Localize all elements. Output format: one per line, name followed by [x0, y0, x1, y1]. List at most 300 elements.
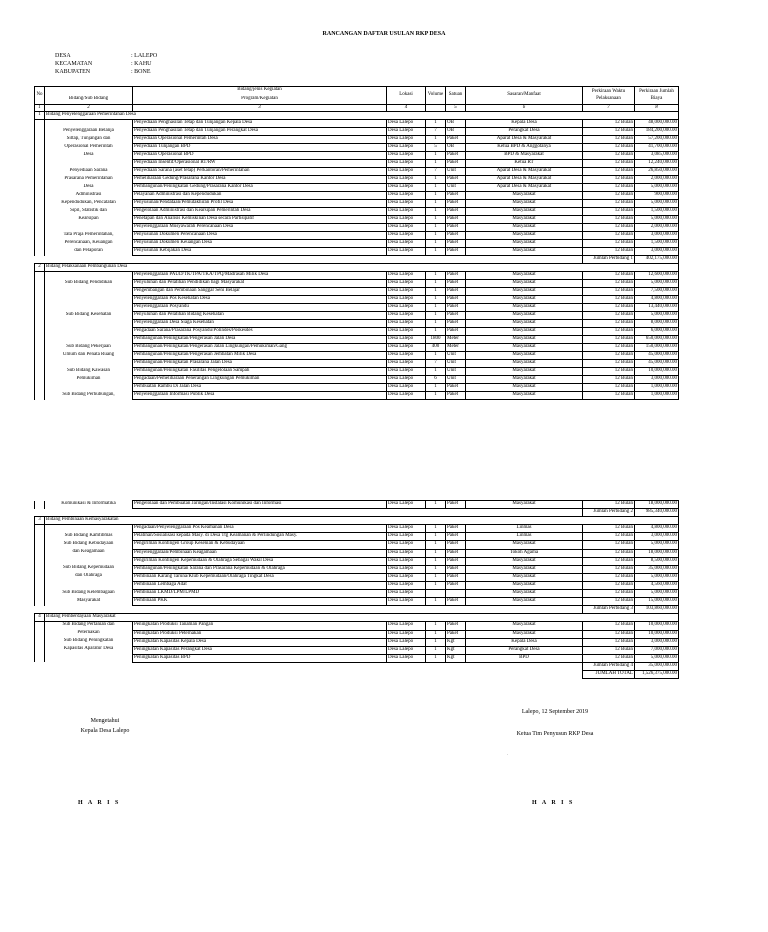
satuan-value: Paket: [446, 565, 466, 573]
waktu-value: 12 Bulan: [583, 533, 635, 541]
lokasi-value: Desa Lalepo: [387, 501, 426, 509]
row-no: [35, 200, 45, 208]
lokasi-value: Desa Lalepo: [387, 376, 426, 384]
waktu-value: 12 Bulan: [583, 320, 635, 328]
table-row: [35, 168, 679, 176]
meta-label: KECAMATAN: [55, 61, 93, 67]
header-num: 2: [45, 105, 133, 112]
sub-bidang-label: Sub Bidang Peningkatan: [45, 638, 133, 646]
row-no: [35, 344, 45, 352]
lokasi-value: Desa Lalepo: [387, 232, 426, 240]
table-row: [35, 549, 679, 557]
row-no: [35, 336, 45, 344]
biaya-value: 3,000,000.00: [635, 376, 679, 384]
satuan-value: Paket: [446, 296, 466, 304]
biaya-value: 5,000,000.00: [635, 590, 679, 598]
row-no: [35, 192, 45, 200]
biaya-value: 7,000,000.00: [635, 646, 679, 654]
volume-value: 1: [426, 646, 446, 654]
row-no: [35, 557, 45, 565]
row-no: [35, 525, 45, 533]
sasaran-value: Masyarakat: [466, 296, 583, 304]
table-row: [35, 622, 679, 630]
lokasi-value: Desa Lalepo: [387, 581, 426, 589]
kegiatan-name: Peningkatan Kapasitas Perangkat Desa: [133, 646, 387, 654]
sub-bidang-label: Penyelenggaraan Belanja: [45, 128, 133, 136]
sasaran-value: Masyarakat: [466, 232, 583, 240]
section-number: 3: [35, 517, 45, 525]
kegiatan-name: Penyelenggaraan Informasi Publik Desa: [133, 392, 387, 400]
biaya-value: 15,000,000.00: [635, 598, 679, 606]
sasaran-value: Masyarakat: [466, 208, 583, 216]
kegiatan-name: Pembangunan/Peningkatan Fasilitas Pengelolaan Sampah: [133, 368, 387, 376]
meta-value: : LALEPO: [131, 53, 158, 59]
subtotal-spacer: [35, 606, 583, 614]
lokasi-value: Desa Lalepo: [387, 352, 426, 360]
volume-value: 400: [426, 344, 446, 352]
row-no: [35, 168, 45, 176]
row-no: [35, 136, 45, 144]
subtotal-amount: 1,526,375,000.00: [635, 670, 679, 678]
subtotal-label: Jumlah Perbidang 3: [583, 606, 635, 614]
waktu-value: 12 Bulan: [583, 240, 635, 248]
sasaran-value: Masyarakat: [466, 557, 583, 565]
volume-value: 1: [426, 120, 446, 128]
waktu-value: 12 Bulan: [583, 312, 635, 320]
biaya-value: 3,000,000.00: [635, 248, 679, 256]
lokasi-value: Desa Lalepo: [387, 573, 426, 581]
volume-value: 1: [426, 654, 446, 662]
row-no: [35, 288, 45, 296]
table-row: [35, 320, 679, 328]
lokasi-value: Desa Lalepo: [387, 541, 426, 549]
biaya-value: 26,850,000.00: [635, 168, 679, 176]
volume-value: 6: [426, 376, 446, 384]
lokasi-value: Desa Lalepo: [387, 208, 426, 216]
kegiatan-name: Pengelolaan dan Pembuatan Jaringan/Instalasi Komunikasi dan Informasi: [133, 501, 387, 509]
kegiatan-name: Penyelenggaraan PAUD/TK/TPA/TKA/TPQ/Madrasah Milik Desa: [133, 272, 387, 280]
kegiatan-name: Pembangunan/Peningkatan/Pengerasan Jalan Lingkungan/Pemukiman/Gang: [133, 344, 387, 352]
volume-value: 1: [426, 192, 446, 200]
table-row: [35, 344, 679, 352]
sub-bidang-label: Sub Bidang Kamtibmas: [45, 533, 133, 541]
section-number: 2: [35, 264, 45, 272]
volume-value: 7: [426, 168, 446, 176]
table-row: [35, 646, 679, 654]
lokasi-value: Desa Lalepo: [387, 152, 426, 160]
volume-value: [426, 590, 446, 598]
row-no: [35, 598, 45, 606]
satuan-value: Paket: [446, 598, 466, 606]
waktu-value: 12 Bulan: [583, 573, 635, 581]
sasaran-value: Perangkat Desa: [466, 646, 583, 654]
row-no: [35, 240, 45, 248]
table-row: [35, 216, 679, 224]
satuan-value: OB: [446, 144, 466, 152]
meta-row-desa: [55, 52, 157, 60]
waktu-value: 12 Bulan: [583, 144, 635, 152]
volume-value: 1: [426, 136, 446, 144]
lokasi-value: Desa Lalepo: [387, 120, 426, 128]
row-no: [35, 176, 45, 184]
rkp-table-part-2: [34, 500, 679, 679]
biaya-value: 650,000,000.00: [635, 336, 679, 344]
sasaran-value: Masyarakat: [466, 336, 583, 344]
lokasi-value: Desa Lalepo: [387, 184, 426, 192]
kegiatan-name: Penyediaan Penghasilan Tetap dan Tunjangan Perangkat Desa: [133, 128, 387, 136]
satuan-value: Paket: [446, 248, 466, 256]
lokasi-value: Desa Lalepo: [387, 176, 426, 184]
sub-bidang-label: Tata Praja Pemerintahan,: [45, 232, 133, 240]
kegiatan-name: Penyusunan/Pendataan/Pemutakhiran Profil Desa: [133, 200, 387, 208]
sub-bidang-label: [45, 224, 133, 232]
lokasi-value: Desa Lalepo: [387, 392, 426, 400]
sub-bidang-label: Kapasitas Aparatur Desa: [45, 646, 133, 654]
sub-bidang-label: Pemukiman: [45, 376, 133, 384]
sub-bidang-label: Kearsipan: [45, 216, 133, 224]
volume-value: 1: [426, 549, 446, 557]
table-row: [35, 590, 679, 598]
satuan-value: Meter: [446, 344, 466, 352]
waktu-value: 12 Bulan: [583, 352, 635, 360]
section-title: Bidang Pembinaan Kemasyarakatan: [45, 517, 679, 525]
header-num: [426, 105, 446, 112]
waktu-value: 12 Bulan: [583, 208, 635, 216]
header-lokasi: Lokasi: [387, 87, 426, 105]
table-row: [35, 384, 679, 392]
volume-value: 1: [426, 598, 446, 606]
satuan-value: Paket: [446, 176, 466, 184]
sub-bidang-label: Sub Bidang Pertanian dan: [45, 622, 133, 630]
sub-bidang-label: Prasarana Pemerintahan: [45, 176, 133, 184]
table-row: [35, 630, 679, 638]
kegiatan-name: Penyediaan Insentif/Operasional RT/RW: [133, 160, 387, 168]
lokasi-value: Desa Lalepo: [387, 304, 426, 312]
sub-bidang-label: Sub Bidang Pendidikan: [45, 280, 133, 288]
sub-bidang-label: dan Keagamaan: [45, 549, 133, 557]
biaya-value: 5,000,000.00: [635, 573, 679, 581]
table-row: [35, 565, 679, 573]
row-no: [35, 328, 45, 336]
row-no: [35, 144, 45, 152]
kegiatan-name: Pengadaan Sarana/Prasarana Posyandu/Polindes/Poskesdes: [133, 328, 387, 336]
subtotal-row: [35, 606, 679, 614]
satuan-value: Paket: [446, 392, 466, 400]
sasaran-value: Linmas: [466, 533, 583, 541]
sub-bidang-label: [45, 120, 133, 128]
sasaran-value: Masyarakat: [466, 565, 583, 573]
table-row: [35, 160, 679, 168]
sub-bidang-label: Peternakan: [45, 630, 133, 638]
waktu-value: 12 Bulan: [583, 630, 635, 638]
rkp-table-part-1: [34, 86, 679, 400]
kegiatan-name: Penyediaan Operasional BPD: [133, 152, 387, 160]
table-row: [35, 304, 679, 312]
satuan-value: Kgt: [446, 646, 466, 654]
sasaran-value: Ketua BPD & Anggotanya: [466, 144, 583, 152]
table-row: [35, 312, 679, 320]
subtotal-spacer: [35, 670, 583, 678]
satuan-value: Paket: [446, 208, 466, 216]
sub-bidang-label: [45, 272, 133, 280]
biaya-value: 900,000.00: [635, 192, 679, 200]
biaya-value: 13,440,000.00: [635, 304, 679, 312]
biaya-value: 1,500,000.00: [635, 208, 679, 216]
kegiatan-name: Pembuatan Rambu Di Jalan Desa: [133, 384, 387, 392]
volume-value: 1: [426, 541, 446, 549]
sasaran-value: Kepala Desa: [466, 120, 583, 128]
biaya-value: 3,085,000.00: [635, 152, 679, 160]
kegiatan-name: Penyediaan Sarana (aset tetap) Perkantoran/Pemerintahan: [133, 168, 387, 176]
kegiatan-name: Penyelenggaraan/Pembinaan Keagamaan: [133, 549, 387, 557]
kegiatan-name: Pelayanan Administrasi dan Kependudukan: [133, 192, 387, 200]
kegiatan-name: Pengembangan dan Pembinaan Sanggar Seni Belajar: [133, 288, 387, 296]
header-num: 7: [583, 105, 635, 112]
satuan-value: Paket: [446, 533, 466, 541]
table-row: [35, 573, 679, 581]
row-no: [35, 232, 45, 240]
sasaran-value: Masyarakat: [466, 272, 583, 280]
lokasi-value: Desa Lalepo: [387, 192, 426, 200]
kegiatan-name: Penyediaan Operasional Pemerintah Desa: [133, 136, 387, 144]
satuan-value: Paket: [446, 280, 466, 288]
sasaran-value: Perangkat Desa: [466, 128, 583, 136]
subtotal-row: [35, 662, 679, 670]
biaya-value: 5,000,000.00: [635, 200, 679, 208]
sub-bidang-label: [45, 360, 133, 368]
subtotal-amount: 103,860,000.00: [635, 606, 679, 614]
table-row: [35, 240, 679, 248]
section-number: 4: [35, 614, 45, 622]
signature-left: [60, 716, 150, 736]
table-row: [35, 208, 679, 216]
kegiatan-name: Pembangunan/Peningkatan/Pengerasan Jembatan Milik Desa: [133, 352, 387, 360]
table-row: [35, 501, 679, 509]
waktu-value: 12 Bulan: [583, 344, 635, 352]
kegiatan-name: Pembinaan PKK: [133, 598, 387, 606]
waktu-value: 12 Bulan: [583, 638, 635, 646]
satuan-value: Paket: [446, 136, 466, 144]
section-title: Bidang Pemberdayaan Masyarakat: [45, 614, 679, 622]
volume-value: 1: [426, 384, 446, 392]
table-row: [35, 533, 679, 541]
sub-bidang-label: [45, 296, 133, 304]
volume-value: 1: [426, 557, 446, 565]
satuan-value: Paket: [446, 573, 466, 581]
table-row: [35, 200, 679, 208]
satuan-value: Paket: [446, 232, 466, 240]
volume-value: 1: [426, 160, 446, 168]
row-no: [35, 565, 45, 573]
volume-value: 1: [426, 248, 446, 256]
sasaran-value: Masyarakat: [466, 622, 583, 630]
row-no: [35, 581, 45, 589]
lokasi-value: Desa Lalepo: [387, 344, 426, 352]
volume-value: 1: [426, 208, 446, 216]
biaya-value: 10,000,000.00: [635, 630, 679, 638]
volume-value: 1: [426, 280, 446, 288]
waktu-value: 12 Bulan: [583, 304, 635, 312]
satuan-value: Paket: [446, 152, 466, 160]
sasaran-value: Masyarakat: [466, 224, 583, 232]
sub-bidang-label: Komunikasi & Informatika: [45, 501, 133, 509]
waktu-value: 12 Bulan: [583, 590, 635, 598]
lokasi-value: Desa Lalepo: [387, 328, 426, 336]
sasaran-value: Masyarakat: [466, 573, 583, 581]
biaya-value: 8,000,000.00: [635, 320, 679, 328]
kegiatan-name: Pengiriman Kontingen Kepemudaan & Olahraga Sebagai Wakil Desa: [133, 557, 387, 565]
sub-bidang-label: [45, 320, 133, 328]
section-number: 1: [35, 112, 45, 120]
waktu-value: 12 Bulan: [583, 581, 635, 589]
table-row: [35, 296, 679, 304]
lokasi-value: Desa Lalepo: [387, 525, 426, 533]
sasaran-value: Linmas: [466, 525, 583, 533]
row-no: [35, 224, 45, 232]
lokasi-value: Desa Lalepo: [387, 630, 426, 638]
waktu-value: 12 Bulan: [583, 168, 635, 176]
waktu-value: 12 Bulan: [583, 525, 635, 533]
header-num: 5: [446, 105, 466, 112]
sasaran-value: Masyarakat: [466, 192, 583, 200]
header-num: 4: [387, 105, 426, 112]
kegiatan-name: Pemeliharaan Gedung/Prasarana Kantor Desa: [133, 176, 387, 184]
sasaran-value: Masyarakat: [466, 376, 583, 384]
satuan-value: Unit: [446, 352, 466, 360]
sasaran-value: Masyarakat: [466, 598, 583, 606]
volume-value: 1: [426, 272, 446, 280]
table-row: [35, 598, 679, 606]
table-row: [35, 184, 679, 192]
subtotal-amount: 985,340,000.00: [635, 509, 679, 517]
row-no: [35, 360, 45, 368]
biaya-value: 2,000,000.00: [635, 224, 679, 232]
header-waktu: Perkiraan Waktu Pelaksanaan: [583, 87, 635, 105]
sub-bidang-label: Administrasi: [45, 192, 133, 200]
waktu-value: 12 Bulan: [583, 128, 635, 136]
row-no: [35, 320, 45, 328]
sub-bidang-label: dan Olahraga: [45, 573, 133, 581]
biaya-value: 5,000,000.00: [635, 280, 679, 288]
lokasi-value: Desa Lalepo: [387, 368, 426, 376]
volume-value: 7: [426, 360, 446, 368]
table-row: [35, 128, 679, 136]
satuan-value: Paket: [446, 224, 466, 232]
lokasi-value: Desa Lalepo: [387, 136, 426, 144]
row-no: [35, 152, 45, 160]
volume-value: 1: [426, 232, 446, 240]
volume-value: 1: [426, 638, 446, 646]
volume-value: 1: [426, 328, 446, 336]
biaya-value: 3,000,000.00: [635, 638, 679, 646]
satuan-value: Kgt: [446, 638, 466, 646]
row-no: [35, 296, 45, 304]
section-title: Bidang Pelaksanaan Pembangunan Desa: [45, 264, 679, 272]
kegiatan-name: Pembangunan/Peningkatan/Pengerasan Jalan Desa: [133, 336, 387, 344]
sasaran-value: Masyarakat: [466, 384, 583, 392]
signature-right: [500, 707, 610, 739]
sasaran-value: Aparat Desa & Masyarakat: [466, 168, 583, 176]
biaya-value: 10,000,000.00: [635, 368, 679, 376]
volume-value: 1: [426, 288, 446, 296]
table-row: [35, 328, 679, 336]
waktu-value: 12 Bulan: [583, 200, 635, 208]
satuan-value: Unit: [446, 376, 466, 384]
header-jenis: Bidang/jenis Kegiatan: [133, 87, 387, 96]
header-sasaran: Sasaran/Manfaat: [466, 87, 583, 105]
volume-value: 7: [426, 128, 446, 136]
signature-left-name: H A R I S: [78, 800, 121, 806]
sub-bidang-label: Sub Bidang Perhubungan,: [45, 392, 133, 400]
waktu-value: 12 Bulan: [583, 296, 635, 304]
biaya-value: 7,500,000.00: [635, 288, 679, 296]
waktu-value: 12 Bulan: [583, 136, 635, 144]
sub-bidang-label: Sub Bidang Kawasan: [45, 368, 133, 376]
sub-bidang-label: [45, 288, 133, 296]
lokasi-value: Desa Lalepo: [387, 160, 426, 168]
lokasi-value: Desa Lalepo: [387, 360, 426, 368]
sub-bidang-label: [45, 160, 133, 168]
lokasi-value: Desa Lalepo: [387, 565, 426, 573]
sub-bidang-label: Sub Bidang Kesehatan: [45, 312, 133, 320]
lokasi-value: Desa Lalepo: [387, 384, 426, 392]
table-row: [35, 638, 679, 646]
subtotal-spacer: [35, 509, 583, 517]
sasaran-value: Masyarakat: [466, 216, 583, 224]
table-row: [35, 152, 679, 160]
lokasi-value: Desa Lalepo: [387, 240, 426, 248]
kegiatan-name: Pembangunan/Peningkatan Sarana dan Prasarana Kepemudaan & Olahraga: [133, 565, 387, 573]
sasaran-value: BPD & Masyarakat: [466, 152, 583, 160]
sasaran-value: Masyarakat: [466, 392, 583, 400]
table-row: [35, 144, 679, 152]
table-row: [35, 120, 679, 128]
lokasi-value: Desa Lalepo: [387, 280, 426, 288]
volume-value: 1: [426, 200, 446, 208]
biaya-value: 10,000,000.00: [635, 622, 679, 630]
waktu-value: 12 Bulan: [583, 328, 635, 336]
subtotal-spacer: [35, 662, 583, 670]
waktu-value: 12 Bulan: [583, 216, 635, 224]
kegiatan-name: Peningkatan Produksi Peternakan: [133, 630, 387, 638]
header-program: Program/Kegiatan: [133, 96, 387, 105]
kegiatan-name: Pembinaan Karang Taruna/Klub Kepemudaan/Olahraga Tingkat Desa: [133, 573, 387, 581]
row-no: [35, 549, 45, 557]
sub-bidang-label: [45, 557, 133, 565]
signature-left-line-1: Mengetahui: [90, 718, 120, 724]
satuan-value: Paket: [446, 525, 466, 533]
volume-value: 1: [426, 152, 446, 160]
subtotal-label: JUMLAH TOTAL: [583, 670, 635, 678]
kegiatan-name: Penyediaan Penghasilan Tetap dan Tunjangan Kepala Desa: [133, 120, 387, 128]
sasaran-value: Tokoh Agama: [466, 549, 583, 557]
subtotal-label: Jumlah Perbidang 1: [583, 256, 635, 264]
sasaran-value: Aparat Desa & Masyarakat: [466, 176, 583, 184]
document-title: RANCANGAN DAFTAR USULAN RKP DESA: [322, 31, 446, 37]
volume-value: 1: [426, 392, 446, 400]
satuan-value: Paket: [446, 328, 466, 336]
waktu-value: 12 Bulan: [583, 288, 635, 296]
table-row: [35, 352, 679, 360]
stray-dot: .: [507, 751, 508, 756]
waktu-value: 12 Bulan: [583, 392, 635, 400]
satuan-value: Paket: [446, 630, 466, 638]
satuan-value: [446, 590, 466, 598]
lokasi-value: Desa Lalepo: [387, 216, 426, 224]
row-no: [35, 208, 45, 216]
header-num: 6: [466, 105, 583, 112]
satuan-value: Paket: [446, 192, 466, 200]
